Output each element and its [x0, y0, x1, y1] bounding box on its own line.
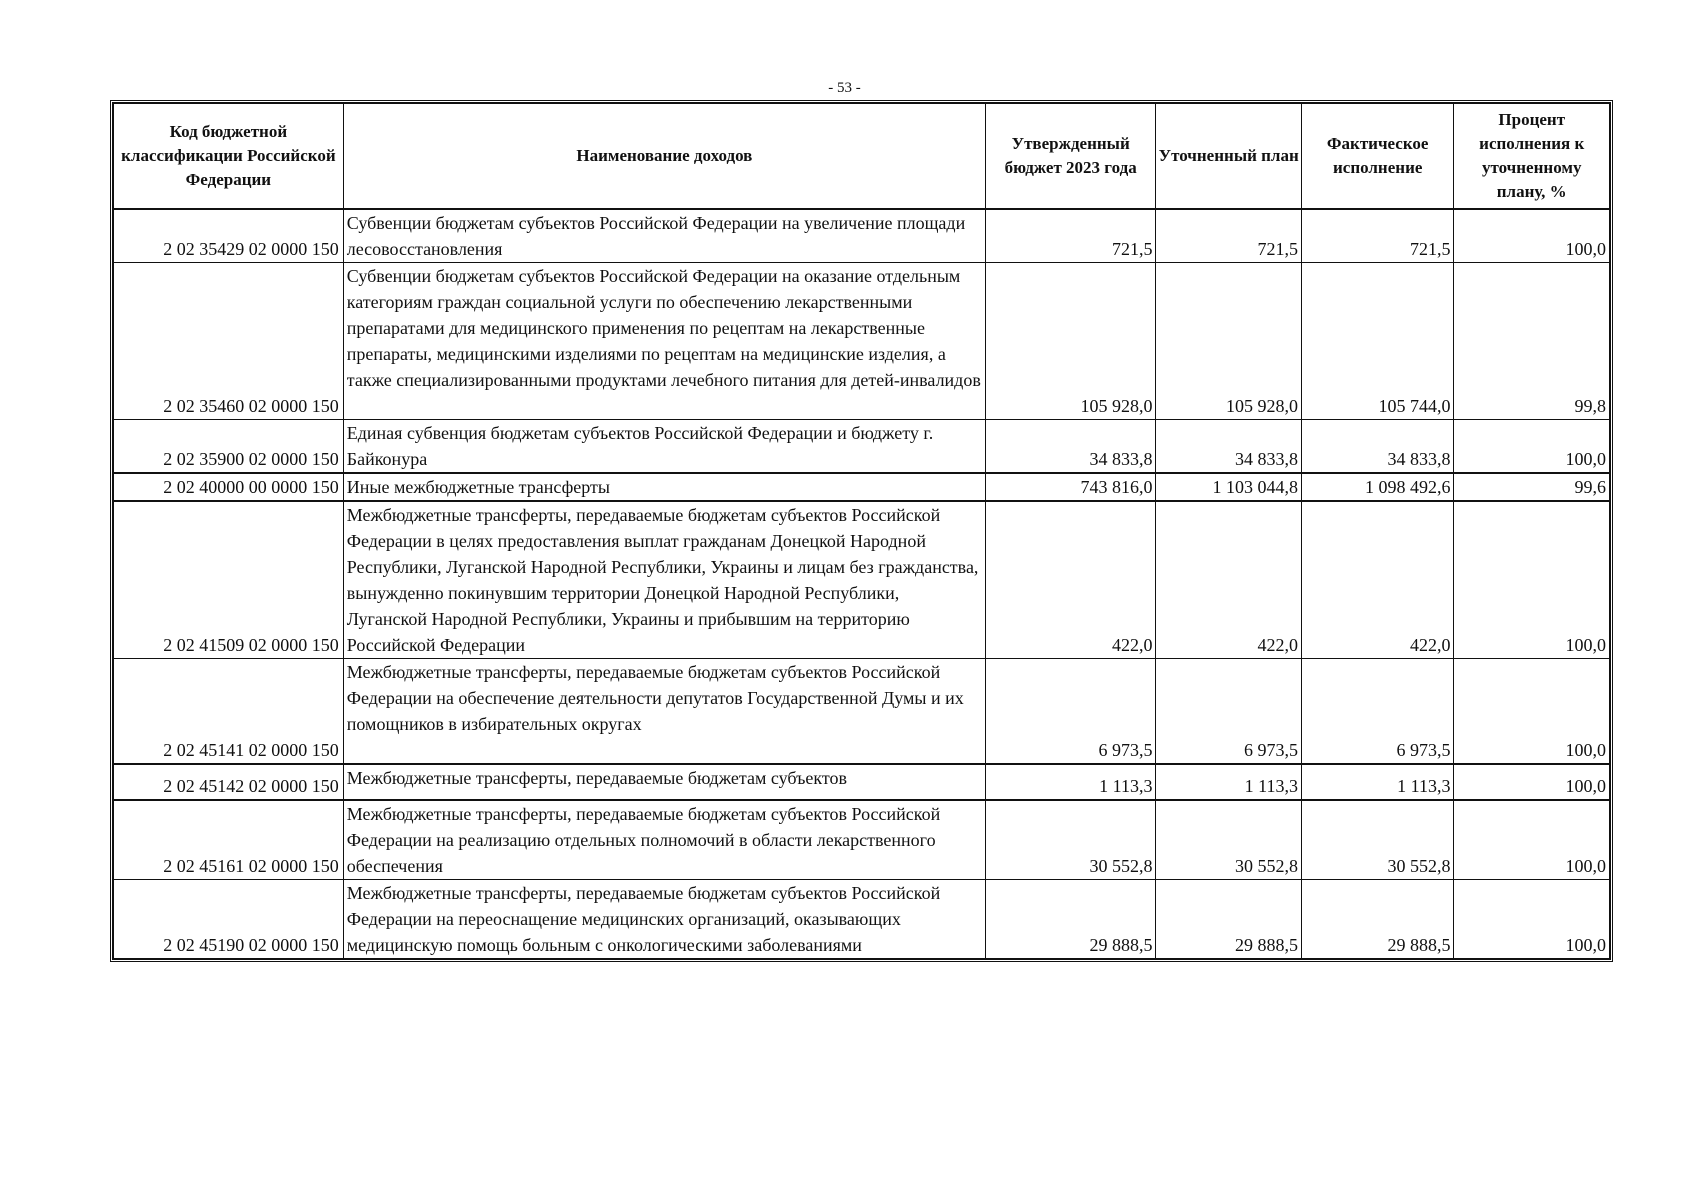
- table-row: [114, 764, 1610, 800]
- row-actual: 29 888,5: [1301, 880, 1454, 959]
- row-actual: 34 833,8: [1301, 420, 1454, 474]
- row-code: 2 02 45142 02 0000 150: [114, 764, 344, 800]
- table-row: [114, 800, 1610, 880]
- table-row: [114, 501, 1610, 659]
- header-percent: Процент исполнения к уточненному плану, %: [1454, 104, 1610, 210]
- row-approved: 30 552,8: [985, 800, 1156, 880]
- row-code: 2 02 41509 02 0000 150: [114, 501, 344, 659]
- row-approved: 29 888,5: [985, 880, 1156, 959]
- row-percent: 99,8: [1454, 263, 1610, 420]
- row-approved: 34 833,8: [985, 420, 1156, 474]
- row-actual: 105 744,0: [1301, 263, 1454, 420]
- row-plan: 6 973,5: [1156, 659, 1301, 765]
- row-percent: 100,0: [1454, 501, 1610, 659]
- table-row: [114, 263, 1610, 420]
- row-name: Межбюджетные трансферты, передаваемые бюджетам субъектов Российской Федерации на реализацию отдельных полномочий в области лекарственного обеспечения: [343, 800, 985, 880]
- row-percent: 100,0: [1454, 209, 1610, 263]
- row-code: 2 02 35460 02 0000 150: [114, 263, 344, 420]
- row-actual: 721,5: [1301, 209, 1454, 263]
- row-approved: 743 816,0: [985, 473, 1156, 501]
- row-name: Межбюджетные трансферты, передаваемые бюджетам субъектов Российской Федерации на обеспечение деятельности депутатов Государственной Думы и их помощников в избирательных округах: [343, 659, 985, 765]
- row-approved: 422,0: [985, 501, 1156, 659]
- row-plan: 422,0: [1156, 501, 1301, 659]
- table-row: [114, 473, 1610, 501]
- row-percent: 100,0: [1454, 764, 1610, 800]
- row-actual: 1 098 492,6: [1301, 473, 1454, 501]
- row-code: 2 02 45190 02 0000 150: [114, 880, 344, 959]
- header-approved: Утвержденный бюджет 2023 года: [985, 104, 1156, 210]
- row-percent: 100,0: [1454, 659, 1610, 765]
- row-plan: 105 928,0: [1156, 263, 1301, 420]
- row-name: Межбюджетные трансферты, передаваемые бюджетам субъектов Российской Федерации в целях предоставления выплат гражданам Донецкой Народной Республики, Луганской Народной Республики, Украины и лицам без гражданства, вынужденно покинувшим территории Донецкой Народной Республики, Луганской Народной Республики, Украины и прибывшим на территорию Российской Федерации: [343, 501, 985, 659]
- row-approved: 1 113,3: [985, 764, 1156, 800]
- table-row: [114, 420, 1610, 474]
- income-table-frame: [110, 100, 1613, 962]
- header-actual: Фактическое исполнение: [1301, 104, 1454, 210]
- row-actual: 422,0: [1301, 501, 1454, 659]
- row-plan: 1 113,3: [1156, 764, 1301, 800]
- row-name: [343, 764, 985, 800]
- header-code: Код бюджетной классификации Российской Федерации: [114, 104, 344, 210]
- row-code: 2 02 45141 02 0000 150: [114, 659, 344, 765]
- row-plan: 721,5: [1156, 209, 1301, 263]
- row-approved: 721,5: [985, 209, 1156, 263]
- row-name: Иные межбюджетные трансферты: [343, 473, 985, 501]
- row-actual: 1 113,3: [1301, 764, 1454, 800]
- row-name: Субвенции бюджетам субъектов Российской Федерации на оказание отдельным категориям граждан социальной услуги по обеспечению лекарственными препаратами для медицинского применения по рецептам на лекарственные препараты, медицинскими изделиями по рецептам на медицинские изделия, а также специализированными продуктами лечебного питания для детей-инвалидов: [343, 263, 985, 420]
- row-percent: 100,0: [1454, 800, 1610, 880]
- row-approved: 105 928,0: [985, 263, 1156, 420]
- header-plan: Уточненный план: [1156, 104, 1301, 210]
- table-row: [114, 880, 1610, 959]
- row-code: 2 02 40000 00 0000 150: [114, 473, 344, 501]
- row-percent: 99,6: [1454, 473, 1610, 501]
- row-name: Единая субвенция бюджетам субъектов Российской Федерации и бюджету г. Байконура: [343, 420, 985, 474]
- income-table: [113, 103, 1610, 959]
- row-approved: 6 973,5: [985, 659, 1156, 765]
- row-code: 2 02 35429 02 0000 150: [114, 209, 344, 263]
- row-name: Субвенции бюджетам субъектов Российской Федерации на увеличение площади лесовосстановления: [343, 209, 985, 263]
- row-name-text: Межбюджетные трансферты, передаваемые бюджетам субъектов: [346, 768, 848, 788]
- page-number: - 53 -: [828, 80, 861, 96]
- header-name: Наименование доходов: [343, 104, 985, 210]
- row-plan: 34 833,8: [1156, 420, 1301, 474]
- row-actual: 30 552,8: [1301, 800, 1454, 880]
- row-percent: 100,0: [1454, 420, 1610, 474]
- row-name: Межбюджетные трансферты, передаваемые бюджетам субъектов Российской Федерации на переоснащение медицинских организаций, оказывающих медицинскую помощь больным с онкологическими заболеваниями: [343, 880, 985, 959]
- row-code: 2 02 45161 02 0000 150: [114, 800, 344, 880]
- row-percent: 100,0: [1454, 880, 1610, 959]
- table-header-row: [114, 104, 1610, 210]
- row-plan: 1 103 044,8: [1156, 473, 1301, 501]
- row-actual: 6 973,5: [1301, 659, 1454, 765]
- table-row: [114, 209, 1610, 263]
- row-plan: 30 552,8: [1156, 800, 1301, 880]
- table-row: [114, 659, 1610, 765]
- row-plan: 29 888,5: [1156, 880, 1301, 959]
- row-code: 2 02 35900 02 0000 150: [114, 420, 344, 474]
